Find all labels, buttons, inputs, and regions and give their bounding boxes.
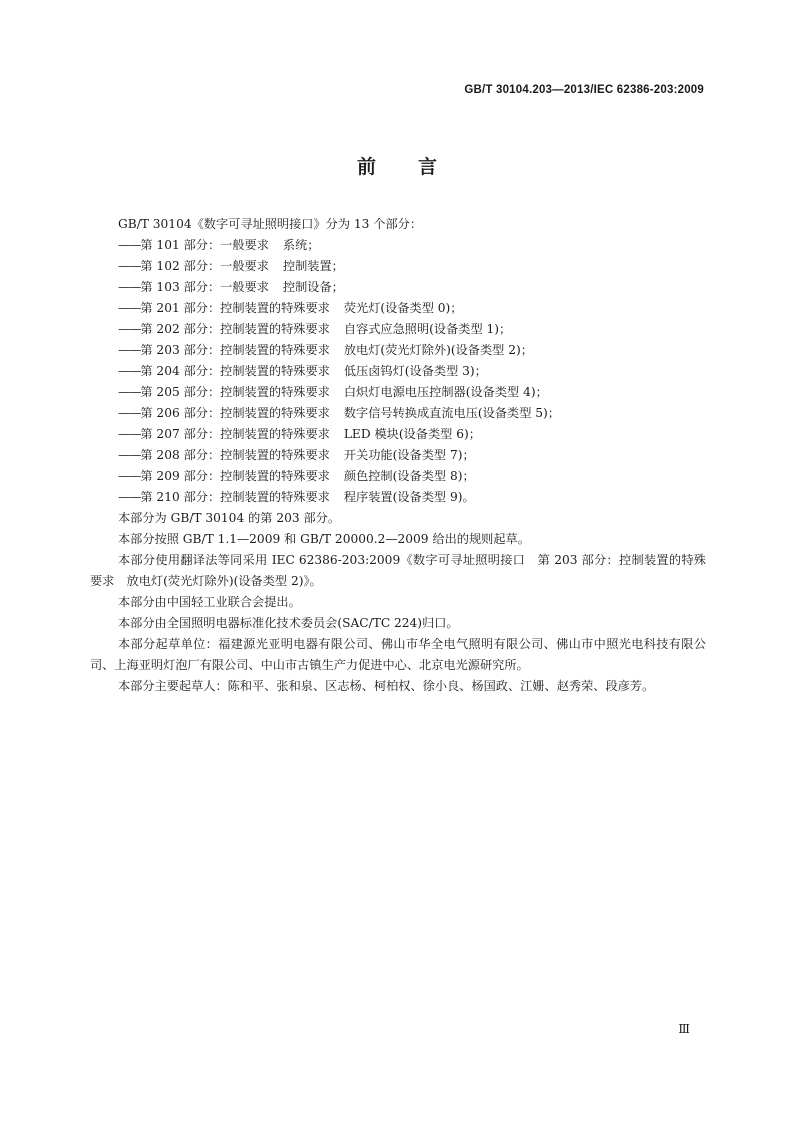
part-label: 第 208 部分：控制装置的特殊要求 bbox=[140, 448, 330, 462]
list-dash: —— bbox=[118, 364, 141, 378]
list-dash: —— bbox=[118, 343, 141, 357]
part-subject: 低压卤钨灯(设备类型 3)； bbox=[343, 364, 487, 378]
list-dash: —— bbox=[118, 406, 141, 420]
list-item bbox=[90, 298, 706, 319]
part-subject: 自容式应急照明(设备类型 1)； bbox=[343, 322, 512, 336]
part-subject: 控制设备； bbox=[282, 280, 344, 294]
standard-number-header: GB/T 30104.203—2013/IEC 62386-203:2009 bbox=[464, 84, 704, 96]
part-label: 第 101 部分：一般要求 bbox=[140, 238, 269, 252]
list-dash: —— bbox=[118, 385, 141, 399]
list-item bbox=[90, 319, 706, 340]
part-subject: 程序装置(设备类型 9)。 bbox=[343, 490, 475, 504]
list-dash: —— bbox=[118, 469, 141, 483]
list-dash: —— bbox=[118, 427, 141, 441]
list-item bbox=[90, 487, 706, 508]
part-label: 第 202 部分：控制装置的特殊要求 bbox=[140, 322, 330, 336]
part-label: 第 207 部分：控制装置的特殊要求 bbox=[140, 427, 330, 441]
part-label: 第 206 部分：控制装置的特殊要求 bbox=[140, 406, 330, 420]
part-subject: 白炽灯电源电压控制器(设备类型 4)； bbox=[343, 385, 548, 399]
part-label: 第 204 部分：控制装置的特殊要求 bbox=[140, 364, 330, 378]
part-label: 第 201 部分：控制装置的特殊要求 bbox=[140, 301, 330, 315]
part-subject: 荧光灯(设备类型 0)； bbox=[343, 301, 463, 315]
list-dash: —— bbox=[118, 259, 141, 273]
drafting-rules-paragraph: 本部分按照 GB/T 1.1—2009 和 GB/T 20000.2—2009 给出的规则起草。 bbox=[118, 532, 530, 546]
list-item bbox=[90, 235, 706, 256]
list-item bbox=[90, 382, 706, 403]
list-dash: —— bbox=[118, 280, 141, 294]
part-subject: LED 模块(设备类型 6)； bbox=[343, 427, 481, 441]
drafting-units-paragraph: 本部分起草单位：福建源光亚明电器有限公司、佛山市华全电气照明有限公司、佛山市中照光电科技有限公司、上海亚明灯泡厂有限公司、中山市古镇生产力促进中心、北京电光源研究所。 bbox=[90, 637, 706, 672]
list-dash: —— bbox=[118, 490, 141, 504]
proposer-paragraph: 本部分由中国轻工业联合会提出。 bbox=[118, 595, 301, 609]
part-label: 第 203 部分：控制装置的特殊要求 bbox=[140, 343, 330, 357]
part-subject: 数字信号转换成直流电压(设备类型 5)； bbox=[343, 406, 560, 420]
part-subject: 颜色控制(设备类型 8)； bbox=[343, 469, 475, 483]
part-subject: 放电灯(荧光灯除外)(设备类型 2)； bbox=[343, 343, 533, 357]
part-label: 第 210 部分：控制装置的特殊要求 bbox=[140, 490, 330, 504]
document-body bbox=[90, 214, 706, 697]
part-label: 第 205 部分：控制装置的特殊要求 bbox=[140, 385, 330, 399]
list-item bbox=[90, 277, 706, 298]
parts-list bbox=[90, 235, 706, 508]
list-dash: —— bbox=[118, 448, 141, 462]
page-title: 前言 bbox=[356, 156, 479, 178]
scope-paragraph: 本部分为 GB/T 30104 的第 203 部分。 bbox=[118, 511, 341, 525]
part-subject: 控制装置； bbox=[282, 259, 344, 273]
part-label: 第 103 部分：一般要求 bbox=[140, 280, 269, 294]
list-item bbox=[90, 424, 706, 445]
part-label: 第 102 部分：一般要求 bbox=[140, 259, 269, 273]
adoption-paragraph: 本部分使用翻译法等同采用 IEC 62386-203:2009《数字可寻址照明接口 第 203 部分：控制装置的特殊要求 放电灯(荧光灯除外)(设备类型 2)》。 bbox=[90, 553, 706, 588]
part-subject: 开关功能(设备类型 7)； bbox=[343, 448, 475, 462]
intro-paragraph: GB/T 30104《数字可寻址照明接口》分为 13 个部分： bbox=[118, 217, 423, 231]
list-dash: —— bbox=[118, 301, 141, 315]
list-item bbox=[90, 340, 706, 361]
list-item bbox=[90, 466, 706, 487]
part-label: 第 209 部分：控制装置的特殊要求 bbox=[140, 469, 330, 483]
drafters-paragraph: 本部分主要起草人：陈和平、张和泉、区志杨、柯柏权、徐小良、杨国政、江姗、赵秀荣、段彦芳。 bbox=[118, 679, 655, 693]
committee-paragraph: 本部分由全国照明电器标准化技术委员会(SAC/TC 224)归口。 bbox=[118, 616, 459, 630]
list-item bbox=[90, 403, 706, 424]
list-dash: —— bbox=[118, 322, 141, 336]
list-item bbox=[90, 256, 706, 277]
list-item bbox=[90, 361, 706, 382]
part-subject: 系统； bbox=[282, 238, 320, 252]
list-item bbox=[90, 445, 706, 466]
list-dash: —— bbox=[118, 238, 141, 252]
page-number: Ⅲ bbox=[678, 1022, 690, 1036]
